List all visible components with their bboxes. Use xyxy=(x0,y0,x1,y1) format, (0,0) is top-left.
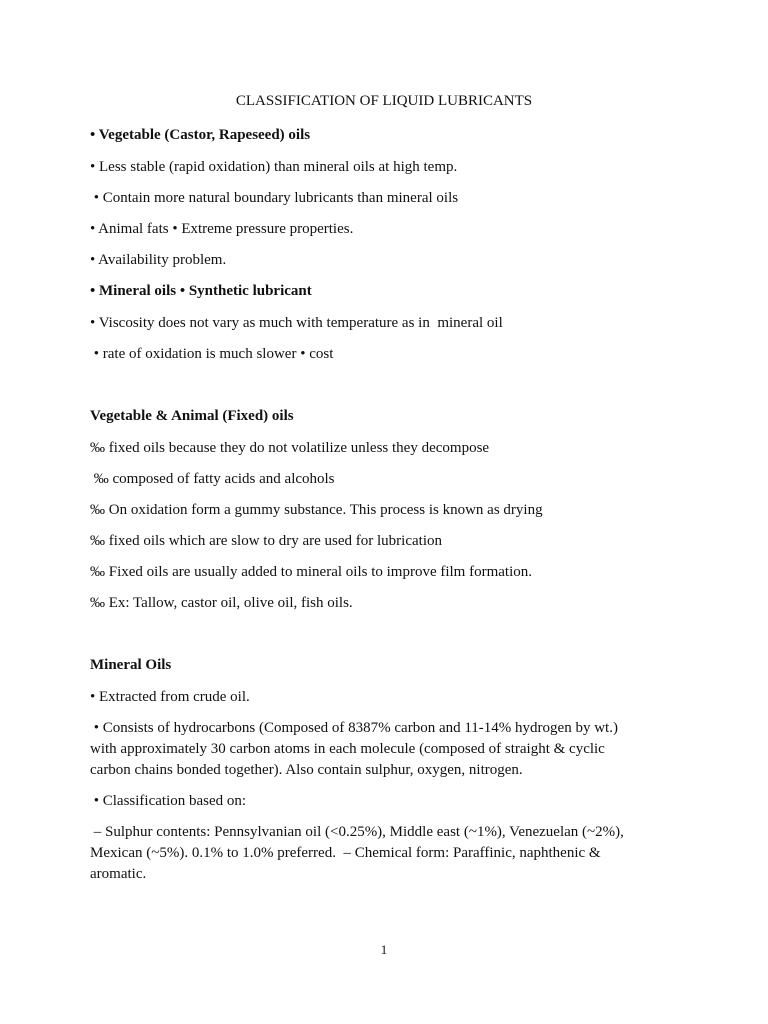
page-title: CLASSIFICATION OF LIQUID LUBRICANTS xyxy=(235,93,533,109)
list-item: • Consists of hydrocarbons (Composed of 8387% carbon and 11-14% hydrogen by wt.) xyxy=(90,720,618,736)
list-item: with approximately 30 carbon atoms in each molecule (composed of straight & cyclic xyxy=(90,741,605,757)
list-item: ‰ On oxidation form a gummy substance. This process is known as drying xyxy=(90,502,543,518)
list-item: • rate of oxidation is much slower • cost xyxy=(90,346,334,362)
list-item: • Extracted from crude oil. xyxy=(90,689,250,705)
list-item: • Classification based on: xyxy=(90,793,247,809)
page-number: 1 xyxy=(380,942,388,957)
section-heading: Mineral Oils xyxy=(90,657,172,673)
list-item: ‰ Fixed oils are usually added to mineral oils to improve film formation. xyxy=(90,564,533,580)
list-item: • Less stable (rapid oxidation) than mineral oils at high temp. xyxy=(90,159,458,175)
list-item: ‰ Ex: Tallow, castor oil, olive oil, fish oils. xyxy=(90,595,353,611)
list-item: • Availability problem. xyxy=(90,252,227,268)
list-item: carbon chains bonded together). Also contain sulphur, oxygen, nitrogen. xyxy=(90,762,523,778)
list-item: • Animal fats • Extreme pressure properties. xyxy=(90,221,354,237)
list-item: ‰ fixed oils because they do not volatilize unless they decompose xyxy=(90,440,490,456)
list-item: – Sulphur contents: Pennsylvanian oil (<0.25%), Middle east (~1%), Venezuelan (~2%), xyxy=(90,824,624,840)
list-item: ‰ fixed oils which are slow to dry are used for lubrication xyxy=(90,533,442,549)
list-item: • Contain more natural boundary lubricants than mineral oils xyxy=(90,190,459,206)
list-item: • Vegetable (Castor, Rapeseed) oils xyxy=(90,127,311,143)
list-item: aromatic. xyxy=(90,866,147,882)
list-item: • Viscosity does not vary as much with temperature as in mineral oil xyxy=(90,315,503,331)
list-item: • Mineral oils • Synthetic lubricant xyxy=(90,283,312,299)
list-item: Mexican (~5%). 0.1% to 1.0% preferred. – Chemical form: Paraffinic, naphthenic & xyxy=(90,845,601,861)
section-heading: Vegetable & Animal (Fixed) oils xyxy=(90,408,294,424)
list-item: ‰ composed of fatty acids and alcohols xyxy=(90,471,335,487)
